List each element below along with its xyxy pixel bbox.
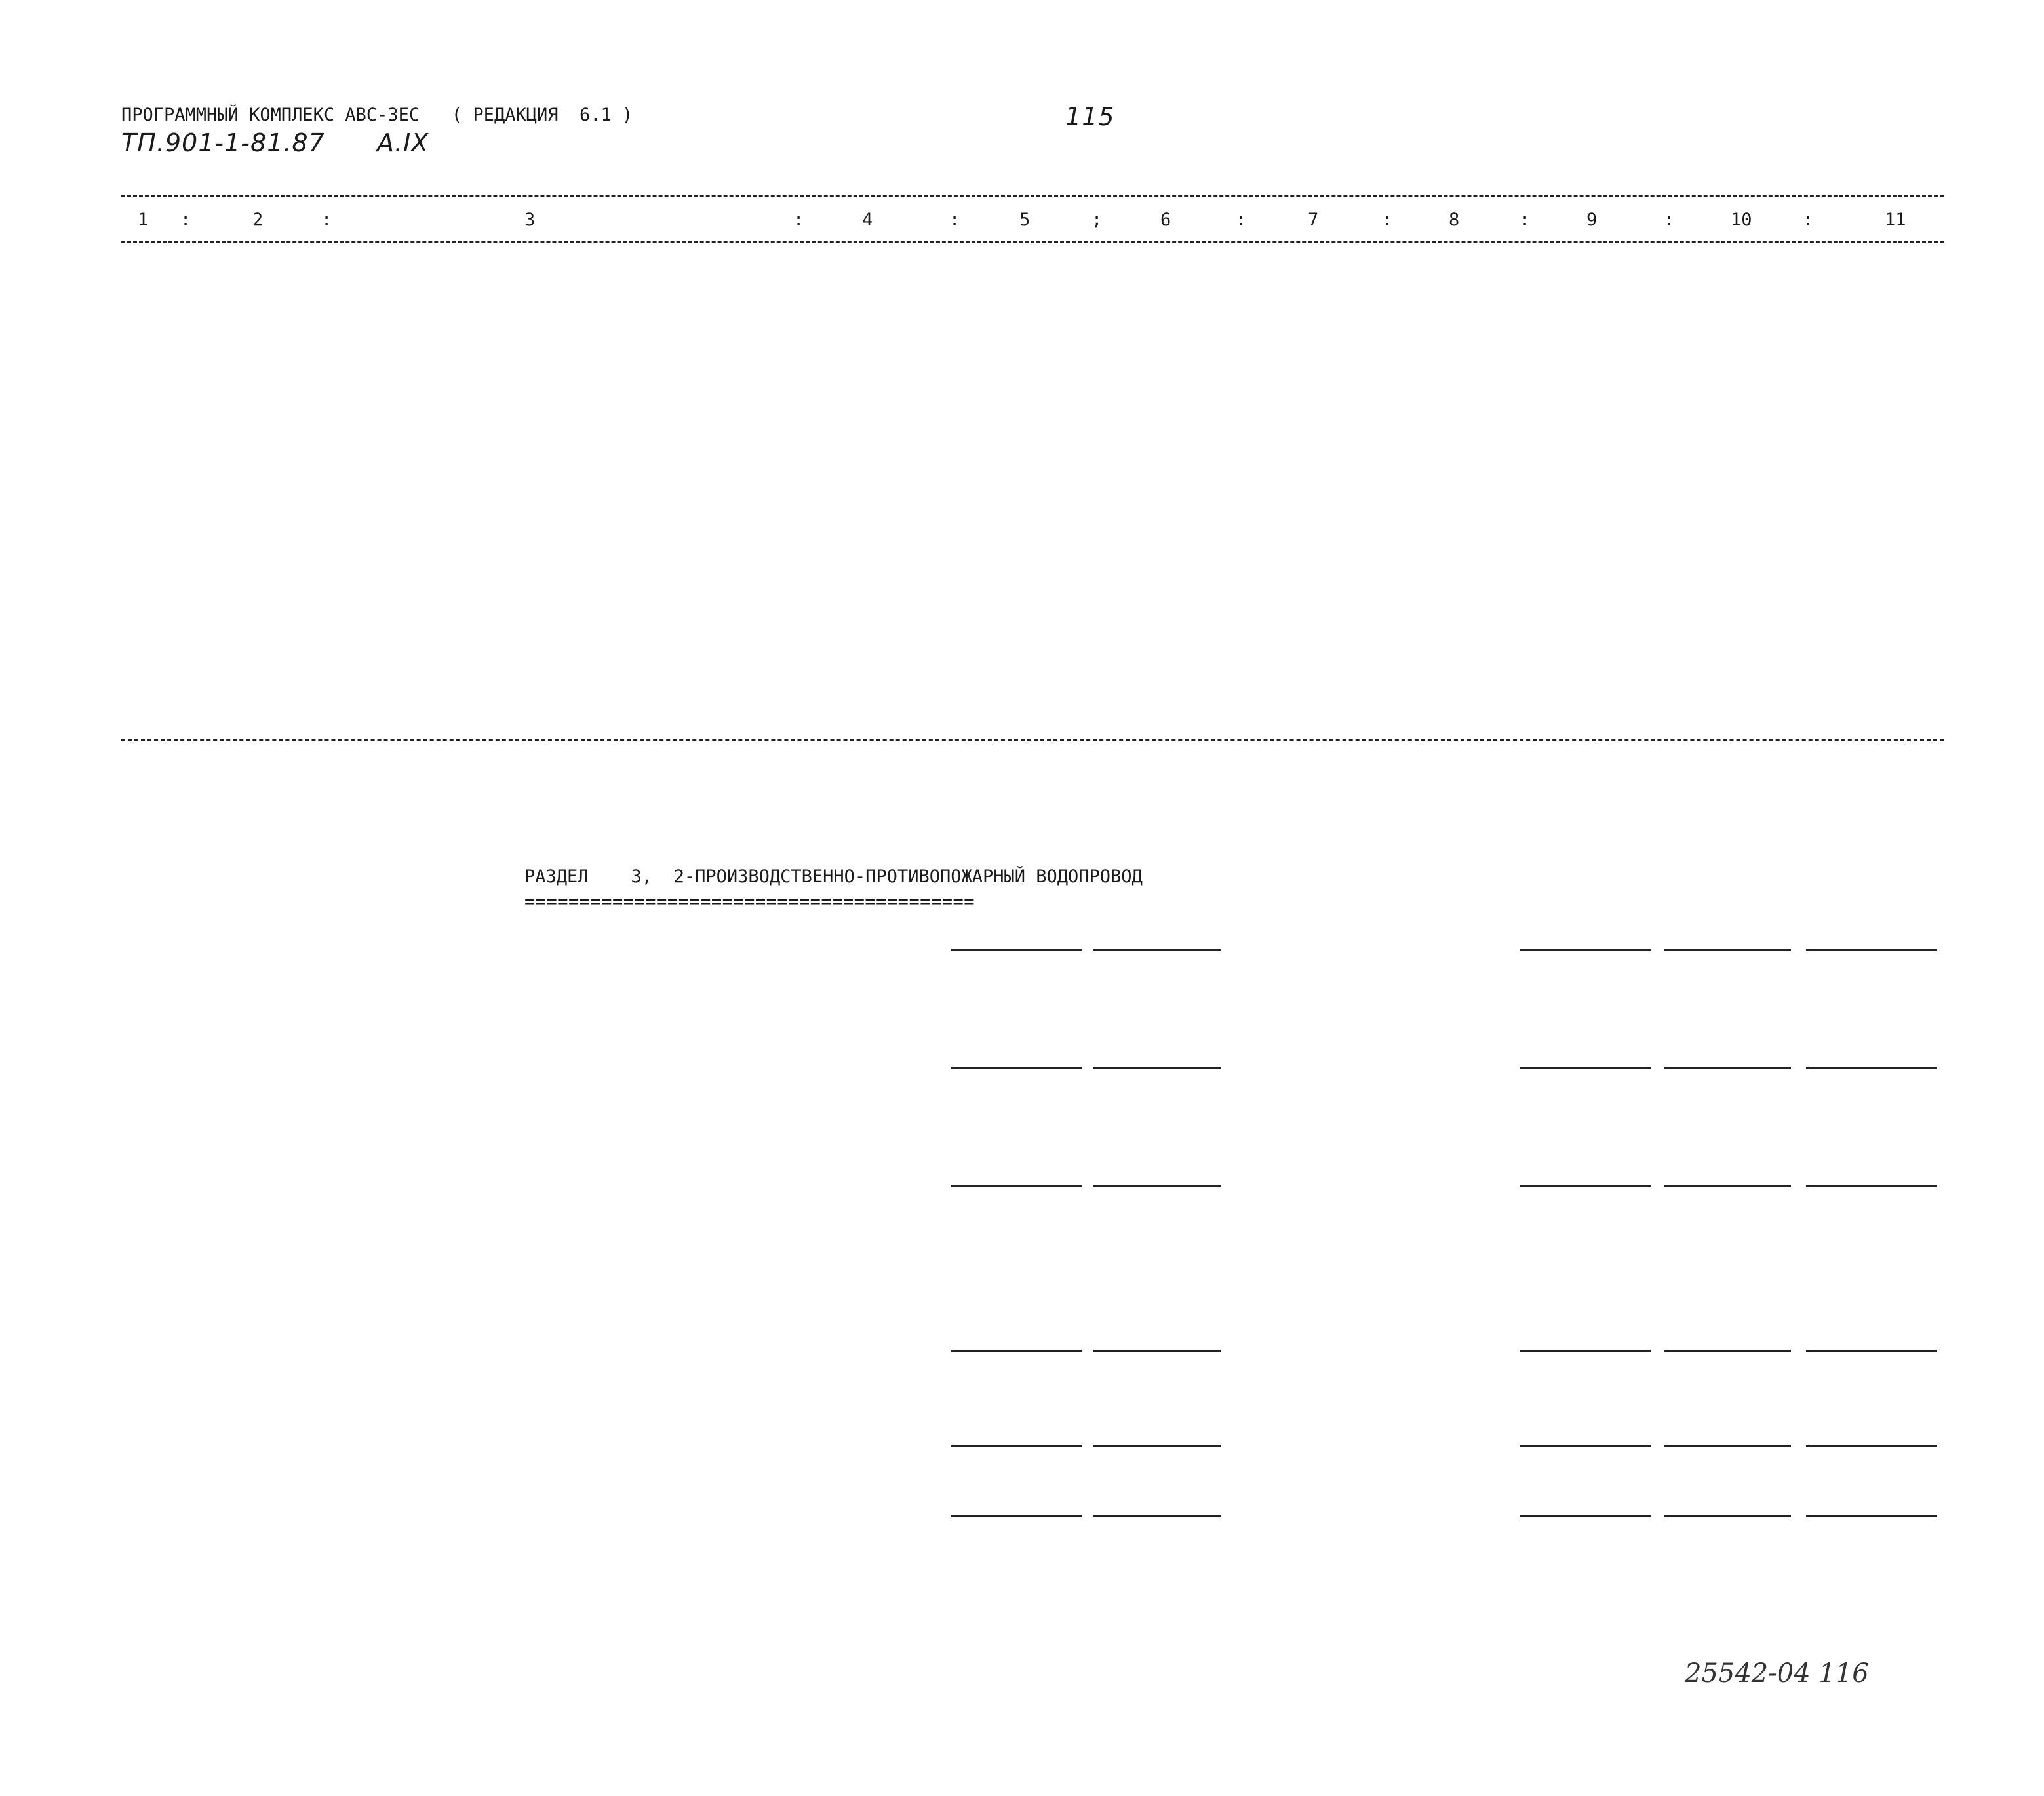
summary-row: [0, 469, 2044, 493]
subtotal-underline: [1664, 1185, 1791, 1187]
summary-row: [0, 304, 2044, 328]
column-number: :: [793, 210, 804, 230]
summary-row: [0, 517, 2044, 540]
column-number: 5: [1019, 210, 1031, 230]
column-number: 3: [524, 210, 536, 230]
subtotal-underline: [1520, 1350, 1651, 1352]
subtotal-underline: [951, 1445, 1082, 1447]
column-number: :: [321, 210, 332, 230]
subtotal-underline: [1520, 1445, 1651, 1447]
column-number: 10: [1731, 210, 1752, 230]
summary-row: [0, 823, 2044, 847]
subtotal-underline: [1093, 1067, 1221, 1069]
column-number: :: [1803, 210, 1814, 230]
summary-row: [0, 446, 2044, 469]
subtotal-underline: [1520, 1515, 1651, 1517]
subtotal-underline: [1806, 1067, 1937, 1069]
summary-row: [0, 540, 2044, 564]
summary-row: [0, 634, 2044, 658]
summary-row: [0, 776, 2044, 800]
subtotal-underline: [1093, 1445, 1221, 1447]
column-number: :: [1664, 210, 1675, 230]
column-number: :: [1382, 210, 1393, 230]
subtotal-underline: [1806, 1185, 1937, 1187]
top-rule: [121, 195, 1944, 197]
program-line: ПРОГРАММНЫЙ КОМПЛЕКС АВС-ЗЕС ( РЕДАКЦИЯ 6.1 ): [121, 105, 633, 125]
section-title: РАЗДЕЛ 3, 2-ПРОИЗВОДСТВЕННО-ПРОТИВОПОЖАРНЫЙ ВОДОПРОВОД: [524, 867, 1143, 887]
totals-rule: [121, 739, 1944, 741]
subtotal-underline: [1806, 1350, 1937, 1352]
summary-row: [0, 257, 2044, 281]
subtotal-underline: [1664, 1350, 1791, 1352]
summary-row: [0, 800, 2044, 823]
subtotal-underline: [1806, 1445, 1937, 1447]
subtotal-underline: [951, 949, 1082, 951]
subtotal-underline: [1093, 1185, 1221, 1187]
page-number: 115: [1065, 102, 1115, 131]
album-number: А.IX: [377, 128, 429, 157]
column-number: :: [1520, 210, 1531, 230]
subtotal-underline: [1664, 949, 1791, 951]
subtotal-underline: [1806, 1515, 1937, 1517]
subtotal-underline: [1520, 1185, 1651, 1187]
subtotal-underline: [1664, 1067, 1791, 1069]
handwritten-note: 25542-04 116: [1685, 1658, 1869, 1689]
summary-row: [0, 682, 2044, 705]
project-code: ТП.901-1-81.87: [121, 128, 325, 157]
column-number: 1: [138, 210, 149, 230]
summary-row: [0, 281, 2044, 304]
summary-row: [0, 328, 2044, 351]
header-rule: [121, 241, 1944, 243]
subtotal-underline: [1520, 1067, 1651, 1069]
column-number: :: [949, 210, 960, 230]
summary-row: [0, 658, 2044, 682]
subtotal-underline: [1520, 949, 1651, 951]
summary-row: [0, 611, 2044, 634]
summary-row: [0, 422, 2044, 446]
summary-row: [0, 399, 2044, 422]
summary-row: [0, 375, 2044, 399]
summary-row: [0, 752, 2044, 776]
subtotal-underline: [1664, 1445, 1791, 1447]
column-number: 9: [1586, 210, 1598, 230]
summary-row: [0, 351, 2044, 375]
column-number: ;: [1091, 210, 1103, 230]
column-number: 8: [1449, 210, 1460, 230]
column-number: 6: [1160, 210, 1171, 230]
summary-row: [0, 564, 2044, 587]
column-number: 11: [1885, 210, 1906, 230]
subtotal-underline: [1093, 1515, 1221, 1517]
subtotal-underline: [1664, 1515, 1791, 1517]
section-underline: =========================================: [524, 891, 975, 912]
subtotal-underline: [951, 1185, 1082, 1187]
column-number: 4: [862, 210, 873, 230]
column-number: :: [180, 210, 191, 230]
subtotal-underline: [951, 1350, 1082, 1352]
subtotal-underline: [1093, 1350, 1221, 1352]
subtotal-underline: [951, 1067, 1082, 1069]
subtotal-underline: [1093, 949, 1221, 951]
summary-row: [0, 587, 2044, 611]
summary-row: [0, 493, 2044, 517]
column-number: 7: [1308, 210, 1319, 230]
subtotal-underline: [1806, 949, 1937, 951]
column-number: 2: [252, 210, 264, 230]
column-number: :: [1236, 210, 1247, 230]
subtotal-underline: [951, 1515, 1082, 1517]
summary-row: [0, 705, 2044, 729]
